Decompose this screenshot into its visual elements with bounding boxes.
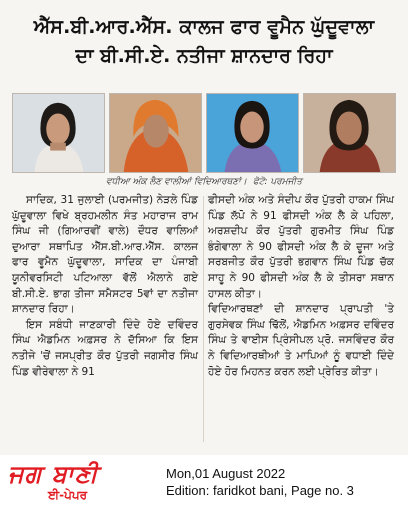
- article-headline: [10, 14, 398, 70]
- headline-line-2: ਦਾ ਬੀ.ਸੀ.ਏ. ਨਤੀਜਾ ਸ਼ਾਨਦਾਰ ਰਿਹਾ: [75, 45, 333, 67]
- student-photo-1: [12, 93, 105, 173]
- article-paragraph: ਵਿਦਿਆਰਥਣਾਂ ਦੀ ਸ਼ਾਨਦਾਰ ਪ੍ਰਾਪਤੀ 'ਤੇ ਗੁਰਸੇਵਕ ਸਿੰਘ ਢਿੱਲੋਂ, ਐਡਮਿਨ ਅਫ਼ਸਰ ਦਵਿੰਦਰ ਸਿੰਘ ਤੇ ਵਾਈਸ ਪ੍ਰਿੰਸੀਪਲ ਪ੍ਰੋ. ਜਸਵਿੰਦਰ ਕੌਰ ਨੇ ਵਿਦਿਆਰਥੀਆਂ ਤੇ ਮਾਪਿਆਂ ਨੂੰ ਵਧਾਈ ਦਿੰਦੇ ਹੋਏ ਹੋਰ ਮਿਹਨਤ ਕਰਨ ਲਈ ਪ੍ਰੇਰਿਤ ਕੀਤਾ।: [208, 303, 394, 378]
- brand-logo-text: ਜਗ ਬਾਣੀ: [8, 460, 99, 488]
- article-paragraph: ਸਾਦਿਕ, 31 ਜੁਲਾਈ (ਪਰਮਜੀਤ) ਨੇੜਲੇ ਪਿੰਡ ਘੁੱਦੂਵਾਲਾ ਵਿਖੇ ਬ੍ਰਹਮਲੀਨ ਸੰਤ ਮਹਾਰਾਜ ਰਾਮ ਸਿੰਘ ਜੀ (ਗਿਆਰਵੀਂ ਵਾਲੇ) ਦੌਧਰ ਵਾਲਿਆਂ ਦੁਆਰਾ ਸਥਾਪਿਤ ਐੱਸ.ਬੀ.ਆਰ.ਐੱਸ. ਕਾਲਜ ਫਾਰ ਵੂਮੈਨ ਘੁੱਦੂਵਾਲਾ, ਸਾਦਿਕ ਦਾ ਪੰਜਾਬੀ ਯੂਨੀਵਰਸਿਟੀ ਪਟਿਆਲਾ ਵੱਲੋਂ ਐਲਾਨੇ ਗਏ ਬੀ.ਸੀ.ਏ. ਭਾਗ ਤੀਜਾ ਸਮੈਸਟਰ 5ਵਾਂ ਦਾ ਨਤੀਜਾ ਸ਼ਾਨਦਾਰ ਰਿਹਾ।: [12, 194, 198, 316]
- column-divider: [203, 196, 204, 442]
- jagbani-logo[interactable]: [8, 461, 158, 505]
- headline-line-1: ਐੱਸ.ਬੀ.ਆਰ.ਐੱਸ. ਕਾਲਜ ਫਾਰ ਵੂਮੈਨ ਘੁੱਦੂਵਾਲਾ: [33, 16, 375, 38]
- brand-subtitle: ਈ-ਪੇਪਰ: [48, 488, 88, 502]
- photo-caption: [14, 177, 394, 187]
- caption-text: ਵਧੀਆ ਅੰਕ ਲੈਣ ਵਾਲੀਆਂ ਵਿਦਿਆਰਥਣਾਂ।: [105, 177, 247, 187]
- article-paragraph: ਫੀਸਦੀ ਅੰਕ ਅਤੇ ਸੰਦੀਪ ਕੌਰ ਪੁੱਤਰੀ ਹਾਕਮ ਸਿੰਘ ਪਿੰਡ ਲੱਪੋ ਨੇ 91 ਫੀਸਦੀ ਅੰਕ ਲੈ ਕੇ ਪਹਿਲਾ, ਅਰਸ਼ਦੀਪ ਕੌਰ ਪੁੱਤਰੀ ਗੁਰਮੀਤ ਸਿੰਘ ਪਿੰਡ ਭੰਗੇਵਾਲਾ ਨੇ 90 ਫੀਸਦੀ ਅੰਕ ਲੈ ਕੇ ਦੂਜਾ ਅਤੇ ਸਰਬਜੀਤ ਕੌਰ ਪੁੱਤਰੀ ਭਗਵਾਨ ਸਿੰਘ ਪਿੰਡ ਚੱਕ ਸਾਹੂ ਨੇ 90 ਫੀਸਦੀ ਅੰਕ ਲੈ ਕੇ ਤੀਸਰਾ ਸਥਾਨ ਹਾਸਲ ਕੀਤਾ।: [208, 194, 394, 300]
- student-photos: [12, 93, 396, 173]
- student-photo-3: [206, 93, 299, 173]
- epaper-footer: [0, 455, 408, 508]
- photo-credit: ਫੋਟੋ: ਪਰਮਜੀਤ: [252, 177, 303, 187]
- article-paragraph: ਇਸ ਸਬੰਧੀ ਜਾਣਕਾਰੀ ਦਿੰਦੇ ਹੋਏ ਦਵਿੰਦਰ ਸਿੰਘ ਐਡਮਿਨ ਅਫ਼ਸਰ ਨੇ ਦੱਸਿਆ ਕਿ ਇਸ ਨਤੀਜੇ 'ਚੋਂ ਜਸਪ੍ਰੀਤ ਕੌਰ ਪੁੱਤਰੀ ਜਗਸੀਰ ਸਿੰਘ ਪਿੰਡ ਵੀਰੇਵਾਲਾ ਨੇ 91: [12, 318, 198, 378]
- article-column-left: [12, 193, 198, 380]
- student-photo-4: [303, 93, 396, 173]
- edition-page: Edition: faridkot bani, Page no. 3: [166, 483, 354, 498]
- article-column-right: [208, 193, 394, 380]
- publication-date: Mon,01 August 2022: [166, 466, 286, 481]
- student-photo-2: [109, 93, 202, 173]
- edition-info: [166, 465, 354, 499]
